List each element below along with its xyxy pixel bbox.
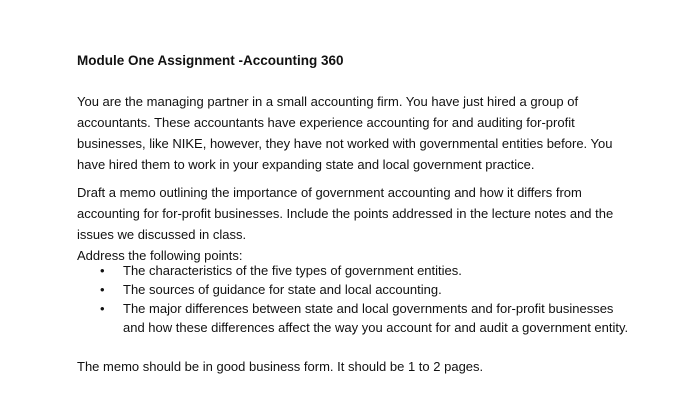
- closing-note: The memo should be in good business form. It should be 1 to 2 pages.: [77, 359, 484, 374]
- paragraph-line: issues we discussed in class.: [77, 227, 247, 242]
- list-item: [77, 280, 687, 299]
- list-item-text: The sources of guidance for state and local accounting.: [123, 282, 442, 297]
- paragraph-line: Draft a memo outlining the importance of government accounting and how it differs from: [77, 185, 582, 200]
- paragraph-line: accounting for for-profit businesses. Include the points addressed in the lecture notes and the: [77, 206, 614, 221]
- list-item-text: and how these differences affect the way you account for and audit a government entity.: [123, 320, 629, 335]
- intro-paragraph: [77, 91, 677, 175]
- instructions-paragraph: [77, 182, 677, 266]
- bullet-icon: •: [100, 263, 105, 278]
- paragraph-line: accountants. These accountants have experience accounting for and auditing for-profit: [77, 115, 575, 130]
- paragraph-line: have hired them to work in your expanding state and local government practice.: [77, 157, 535, 172]
- list-item-text: The major differences between state and local governments and for-profit businesses: [123, 301, 614, 316]
- list-item-text: The characteristics of the five types of government entities.: [123, 263, 462, 278]
- list-item: [77, 261, 687, 280]
- paragraph-line: You are the managing partner in a small accounting firm. You have just hired a group of: [77, 94, 579, 109]
- points-list: [77, 261, 687, 337]
- document-title: Module One Assignment -Accounting 360: [77, 53, 344, 68]
- bullet-icon: •: [100, 282, 105, 297]
- paragraph-line: businesses, like NIKE, however, they have not worked with governmental entities before. You: [77, 136, 613, 151]
- bullet-icon: •: [100, 301, 105, 316]
- list-item: [77, 299, 687, 337]
- paragraph-line: Address the following points:: [77, 248, 243, 263]
